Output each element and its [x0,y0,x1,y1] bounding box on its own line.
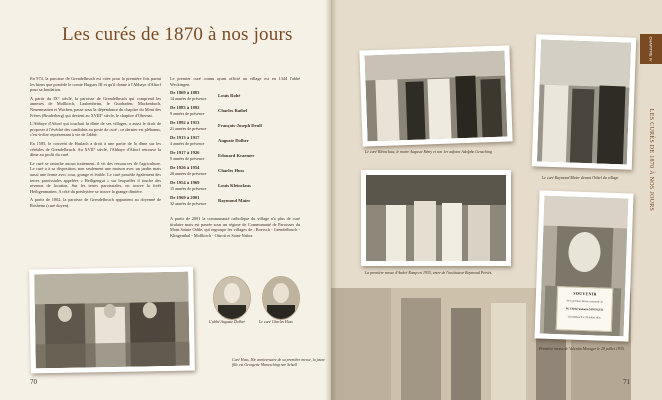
curate-name: Edouard Kraemer [218,153,255,159]
portrait-huss [262,276,300,320]
curate-entry [170,135,300,150]
chapter-tab [640,34,662,64]
portrait-dolher [213,276,251,320]
curate-name: Charles Raibel [218,108,248,114]
photo-ramp-image [366,175,506,261]
curate-name: Louis Kleinclaus [218,183,251,189]
page-title: Les curés de 1870 à nos jours [62,24,293,45]
curate-years: De 1869 à 1883 [170,90,200,96]
curate-presence: 28 années de présence [170,171,207,177]
page-number-left: 70 [30,378,37,386]
photo-maier-caption: Le curé Raymond Maier devant l'hôtel du village [542,176,619,180]
souvenir-line1: de la première Messe solennelle de [566,299,603,304]
page-number-right: 71 [623,378,630,386]
photo-mossger [534,190,633,341]
curate-entry [170,90,300,105]
photo-mossger-caption: Première messe de Valentin Mossger le 29 juillet 1935. [539,347,625,351]
souvenir-card [556,286,614,332]
curate-entry [170,165,300,180]
portrait-huss-image [263,277,299,319]
curate-entry [170,180,300,195]
curate-name: Auguste Dolher [218,138,249,144]
curate-name: Louis Rohé [218,93,241,99]
photo-kleinclaus-image [365,51,508,142]
curate-name: Charles Huss [218,168,245,174]
curate-years: De 1892 à 1913 [170,120,200,126]
souvenir-head: SOUVENIR [573,290,597,297]
right-page [331,0,662,400]
photo-ramp [361,170,511,266]
intro-column [30,76,161,211]
souvenir-line2: M. l'Abbé Valentin MOSSGER [565,307,604,312]
photo-maier [532,34,637,169]
photo-maier-image [537,39,631,164]
curate-entry [170,150,300,165]
photo-kleinclaus-caption: Le curé Kleinclaus, le maire Auguste Rémy et son 1er adjoint Adolphe Gensching [365,150,492,154]
curate-years: De 1954 à 1969 [170,180,200,186]
souvenir-line3: Grendelbruch le 29 Juillet 1935 [567,315,601,320]
left-photo-caption: Curé Huss, 50e anniversaire de sa première messe, la jeune fille est Georgette Mancsching née Schall [232,358,326,367]
paragraph: A partir du IX° siècle, la paroisse de Grendelbruch qui comprend les annexes de Mollkirch, Laubenheim, le Guirbaden, Mackenbach, Neuenmatten et Wachen, passe sous la dépendance du chapitre du Mont des Frères (Bruderberg) qui devient au XVIII° siècle, le chapitre d'Obernai. [30,95,161,118]
curate-presence: 9 années de présence [170,111,205,117]
portrait1-caption: L'abbé Auguste Dolher [209,320,245,324]
curates-outro: A partir de 2001 la communauté catholique du village n'a plus de curé titulaire mais est passée sous un régime de Communauté de Paroisses du Mont Sainte Odile, qui regroupe les villages de : Boersch - Grendelbruch - Klingenthal - Mollkirch - Ottrott et Saint-Nabor. [170,216,300,238]
curate-presence: 4 années de présence [170,141,205,147]
curate-entry [170,195,300,210]
curate-years: De 1926 à 1954 [170,165,200,171]
paragraph: En 974, la paroisse de Grendelbruch est citée pour la première fois parmi les biens que possède le comte Hugues III et qu'il donne à l'Abbaye d'Altorf pour sa fondation. [30,76,161,93]
curate-years: De 1883 à 1892 [170,105,200,111]
curate-presence: 15 années de présence [170,186,207,192]
portrait2-caption: Le curé Charles Huss [259,320,293,324]
anniversary-photo [29,267,195,374]
curate-years: De 1913 à 1917 [170,135,200,141]
curate-name: François-Joseph Deull [218,123,262,129]
chapter-tab-label: CHAPITRE IV [648,36,654,62]
paragraph: Le curé se rattache aucun traitement, il vit des ressources de l'agriculture. Le curé a à sa disposition, non seulement une maison avec un jardin mais aussi une ferme avec cour, grange et étable. Le curé possède également des terres paroissiales appelées « Heiligengut » sur lesquelles il touche des revenus de location. Sur les terres paroissiales, on trouve la forêt Heiligenmatten. A côté du presbytère se trouve la grange dîmière. [30,160,161,194]
paragraph: L'Abbaye d'Altorf qui touchait la dîme de ses villages, a aussi le droit de proposer à l'évêché des candidats au poste de curé ; ce dernier est plébanus, c'est-à-dire représentant à vie de l'abbé. [30,121,161,138]
photo-ramp-caption: La première messe d'André Ramp en 1955, entre de l'instituteur Raymond Prévès. [365,271,493,275]
curate-presence: 14 années de présence [170,96,207,102]
curate-entry [170,120,300,135]
curates-intro: Le premier curé connu ayant officié au village est en 1344 l'abbé Weckingen. [170,76,300,87]
curates-list [170,90,300,210]
curate-name: Raymond Maier [218,198,251,204]
curate-presence: 9 années de présence [170,156,205,162]
curate-years: De 1969 à 2001 [170,195,200,201]
book-gutter [325,0,337,400]
anniversary-photo-image [34,272,190,369]
curates-column [170,76,300,242]
running-header: LES CURÉS DE 1870 À NOS JOURS [648,108,654,212]
portrait-dolher-image [214,277,250,319]
curate-years: De 1917 à 1926 [170,150,200,156]
curate-entry [170,105,300,120]
curate-presence: 32 années de présence [170,201,207,207]
paragraph: En 1585, le couvent de Haslach a droit à une partie de la dîme sur les céréales de Grendelbruch. Au XVII° siècle, l'Abbaye d'Altorf retrouve la dîme au profit du curé. [30,140,161,158]
curate-presence: 21 années de présence [170,126,207,132]
paragraph: A partir de 1802, la paroisse de Grendelbruch appartient au doyenné de Rosheim (curé doyen). [30,197,161,208]
photo-kleinclaus [359,45,512,146]
